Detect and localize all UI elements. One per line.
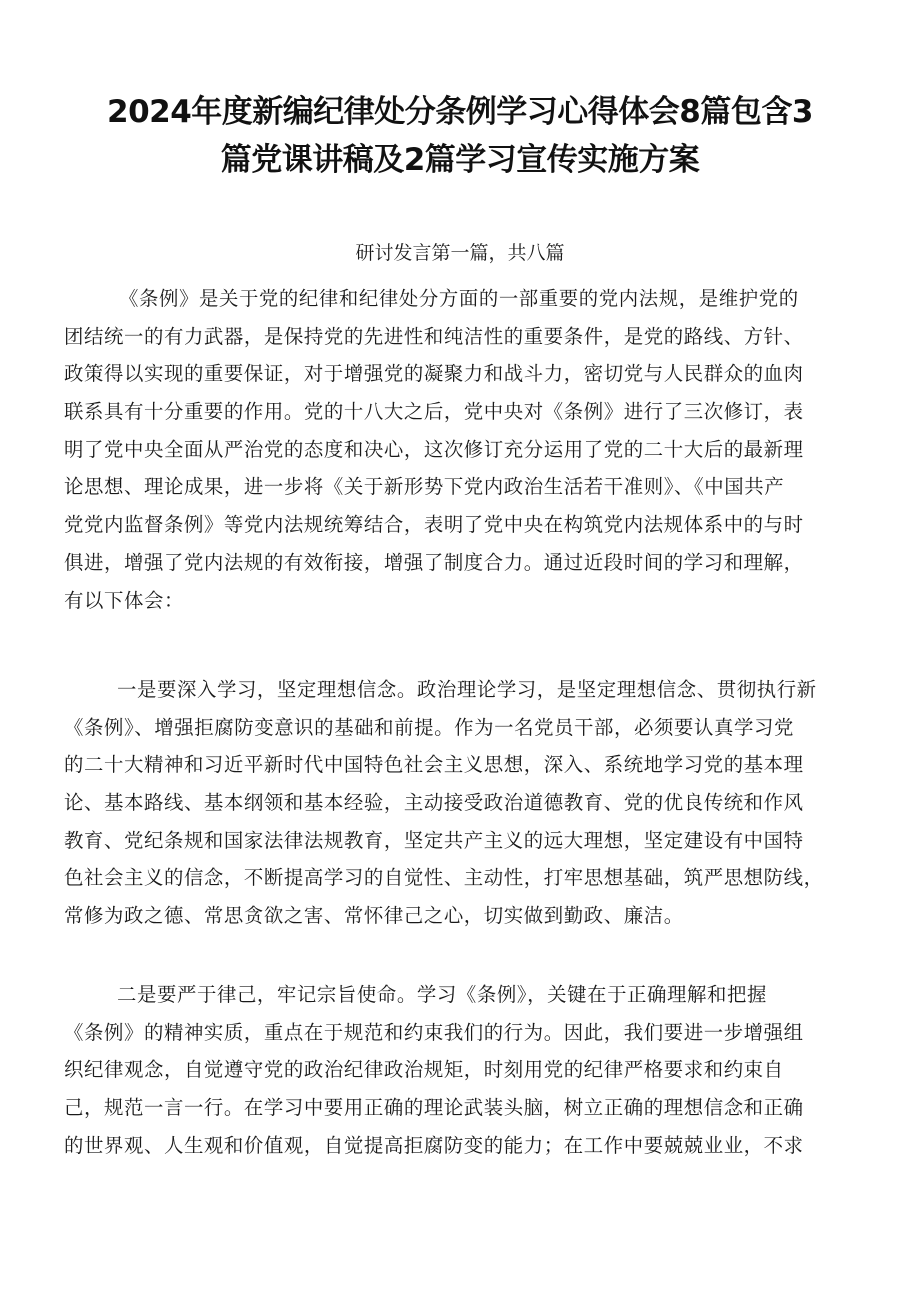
paragraph-line: 织纪律观念，自觉遵守党的政治纪律政治规矩，时刻用党的纪律严格要求和约束自 [64, 1058, 784, 1082]
document-subtitle: 研讨发言第一篇，共八篇 [355, 242, 565, 264]
paragraph-line: 《条例》的精神实质，重点在于规范和约束我们的行为。因此，我们要进一步增强组 [64, 1020, 804, 1044]
paragraph-line: 一是要深入学习，坚定理想信念。政治理论学习，是坚定理想信念、贯彻执行新 [117, 678, 817, 701]
title-line: 篇党课讲稿及2篇学习宣传实施方案 [220, 142, 700, 178]
paragraph-line: 论、基本路线、基本纲领和基本经验，主动接受政治道德教育、党的优良传统和作风 [64, 791, 804, 815]
document-title [60, 88, 860, 184]
paragraph-line: 的世界观、人生观和价值观，自觉提高拒腐防变的能力；在工作中要兢兢业业，不求 [64, 1133, 804, 1157]
paragraph-line: 色社会主义的信念，不断提高学习的自觉性、主动性，打牢思想基础，筑严思想防线， [64, 866, 824, 890]
title-line: 2024年度新编纪律处分条例学习心得体会8篇包含3 [107, 94, 813, 130]
paragraph-line: 己，规范一言一行。在学习中要用正确的理论武装头脑，树立正确的理想信念和正确 [64, 1096, 804, 1120]
paragraph-line: 教育、党纪条规和国家法律法规教育，坚定共产主义的远大理想，坚定建设有中国特 [64, 828, 804, 852]
body-paragraph [64, 976, 884, 1164]
body-paragraph [64, 280, 884, 619]
paragraph-line: 常修为政之德、常思贪欲之害、常怀律己之心，切实做到勤政、廉洁。 [64, 904, 684, 928]
paragraph-line: 的二十大精神和习近平新时代中国特色社会主义思想，深入、系统地学习党的基本理 [64, 753, 804, 777]
paragraph-line: 团结统一的有力武器，是保持党的先进性和纯洁性的重要条件，是党的路线、方针、 [64, 324, 804, 348]
body-paragraph [64, 671, 884, 935]
paragraph-line: 二是要严于律己，牢记宗旨使命。学习《条例》，关键在于正确理解和把握 [117, 983, 767, 1006]
paragraph-line: 党党内监督条例》等党内法规统筹结合，表明了党中央在构筑党内法规体系中的与时 [64, 513, 804, 537]
paragraph-line: 有以下体会： [64, 588, 184, 612]
paragraph-line: 《条例》是关于党的纪律和纪律处分方面的一部重要的党内法规，是维护党的 [119, 287, 799, 310]
paragraph-line: 政策得以实现的重要保证，对于增强党的凝聚力和战斗力，密切党与人民群众的血肉 [64, 362, 804, 386]
paragraph-line: 《条例》、增强拒腐防变意识的基础和前提。作为一名党员干部，必须要认真学习党 [64, 715, 794, 739]
paragraph-line: 论思想、理论成果，进一步将《关于新形势下党内政治生活若干准则》、《中国共产 [64, 475, 785, 499]
paragraph-line: 俱进，增强了党内法规的有效衔接，增强了制度合力。通过近段时间的学习和理解， [64, 550, 804, 574]
paragraph-line: 明了党中央全面从严治党的态度和决心，这次修订充分运用了党的二十大后的最新理 [64, 437, 804, 461]
paragraph-line: 联系具有十分重要的作用。党的十八大之后，党中央对《条例》进行了三次修订，表 [64, 400, 804, 424]
